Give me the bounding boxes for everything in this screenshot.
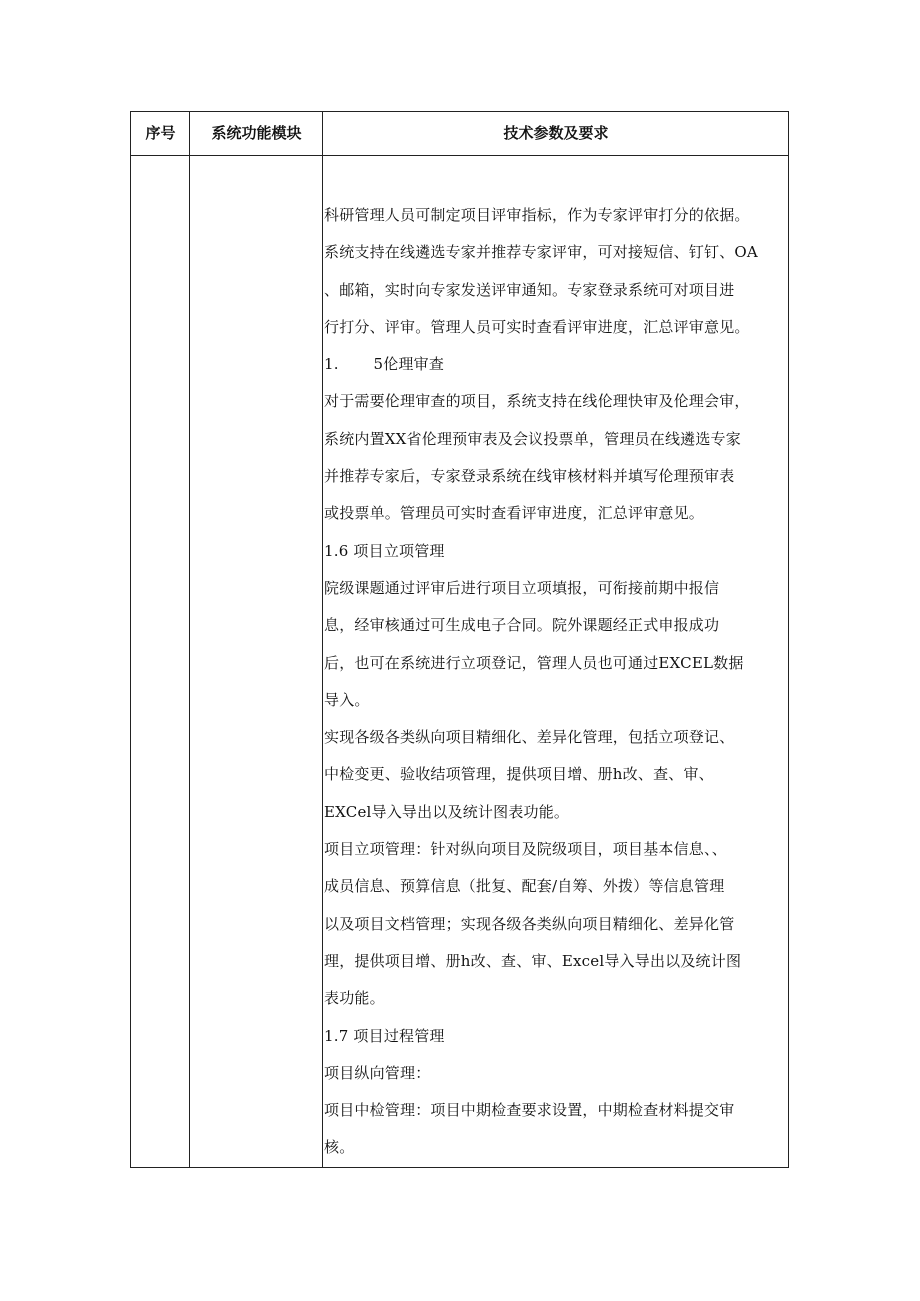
text-line: EXCel导入导出以及统计图表功能。 bbox=[324, 802, 570, 821]
text-line: 项目中检管理：项目中期检查要求设置，中期检查材料提交审 bbox=[324, 1101, 735, 1120]
text-line: 科研管理人员可制定项目评审指标，作为专家评审打分的依据。 bbox=[324, 206, 750, 224]
text-line: 项目立项管理：针对纵向项目及院级项目，项目基本信息、、 bbox=[324, 840, 727, 859]
header-serial-number: 序号 bbox=[145, 124, 176, 142]
section-heading: 1.7 项目过程管理 bbox=[324, 1026, 445, 1045]
text-line: 导入。 bbox=[324, 690, 370, 709]
text-line: 系统支持在线遴选专家并推荐专家评审，可对接短信、钉钉、OA bbox=[324, 243, 758, 262]
technical-requirements-text bbox=[324, 197, 790, 1167]
text-line: 息，经审核通过可生成电子合同。院外课题经正式申报成功 bbox=[324, 616, 720, 635]
text-line: 理，提供项目增、册h改、查、审、Excel导入导出以及统计图 bbox=[324, 951, 742, 970]
text-line: 项目纵向管理： bbox=[324, 1063, 431, 1082]
text-line: 并推荐专家后，专家登录系统在线审核材料并填写伦理预审表 bbox=[324, 467, 735, 486]
text-line: 表功能。 bbox=[324, 989, 385, 1008]
text-line: 实现各级各类纵向项目精细化、差异化管理，包括立项登记、 bbox=[324, 728, 735, 747]
requirements-table bbox=[130, 111, 789, 1168]
header-technical-requirements: 技术参数及要求 bbox=[503, 124, 609, 142]
text-line: 系统内置XX省伦理预审表及会议投票单，管理员在线遴选专家 bbox=[324, 429, 741, 448]
column-divider bbox=[189, 112, 190, 1167]
header-system-module: 系统功能模块 bbox=[211, 124, 302, 142]
text-line: 或投票单。管理员可实时查看评审进度，汇总评审意见。 bbox=[324, 504, 705, 523]
text-line: 以及项目文档管理；实现各级各类纵向项目精细化、差异化管 bbox=[324, 914, 735, 933]
text-line: 、邮箱，实时向专家发送评审通知。专家登录系统可对项目进 bbox=[324, 280, 735, 299]
text-line: 后，也可在系统进行立项登记，管理人员也可通过EXCEL数据 bbox=[324, 653, 744, 672]
text-line: 对于需要伦理审查的项目，系统支持在线伦理快审及伦理会审， bbox=[324, 392, 750, 411]
column-divider bbox=[322, 112, 323, 1167]
text-line: 中检变更、验收结项管理，提供项目增、册h改、查、审、 bbox=[324, 765, 714, 784]
text-line: 核。 bbox=[324, 1138, 355, 1157]
text-line: 院级课题通过评审后进行项目立项填报，可衔接前期中报信 bbox=[324, 578, 720, 597]
text-line: 行打分、评审。管理人员可实时查看评审进度，汇总评审意见。 bbox=[324, 317, 750, 336]
text-line: 成员信息、预算信息（批复、配套/自筹、外拨）等信息管理 bbox=[324, 877, 725, 896]
header-divider bbox=[131, 155, 788, 156]
section-heading: 1. 5伦理审查 bbox=[324, 355, 445, 374]
section-heading: 1.6 项目立项管理 bbox=[324, 541, 445, 560]
